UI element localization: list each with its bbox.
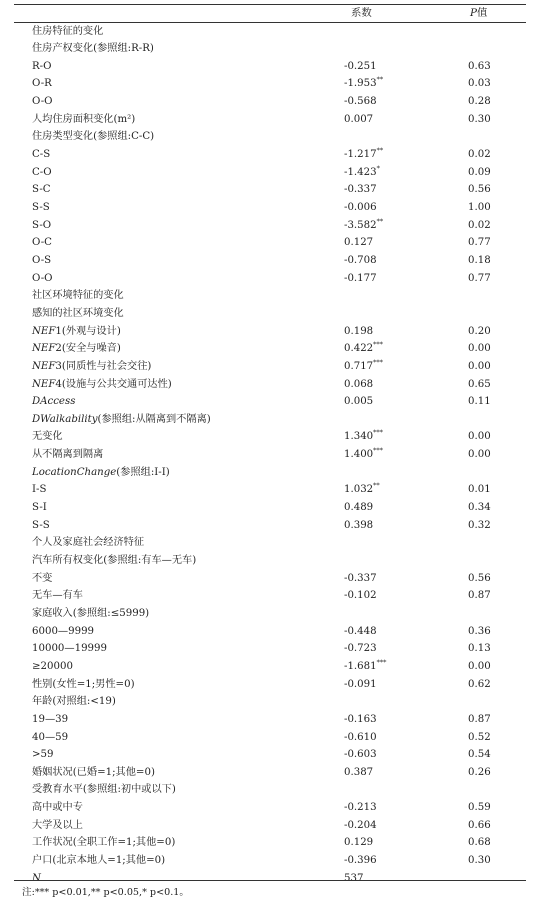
row-label-text: S-S bbox=[32, 519, 50, 531]
table-row bbox=[14, 587, 526, 605]
table-row bbox=[14, 534, 526, 552]
row-p-value: 0.03 bbox=[468, 78, 491, 90]
row-label bbox=[32, 817, 83, 835]
row-label bbox=[32, 446, 103, 464]
row-label bbox=[32, 93, 53, 111]
row-label-italic: NEF bbox=[32, 378, 56, 390]
row-coef: 1.032** bbox=[344, 482, 380, 496]
table-row bbox=[14, 676, 526, 694]
table-row bbox=[14, 58, 526, 76]
significance-mark: ** bbox=[376, 146, 384, 155]
row-label bbox=[32, 252, 51, 270]
row-label-text: 40—59 bbox=[32, 731, 69, 743]
row-label-text: 3(同质性与社会交往) bbox=[55, 360, 152, 372]
row-p-value: 0.66 bbox=[468, 819, 491, 831]
table-row bbox=[14, 446, 526, 464]
row-label bbox=[32, 340, 121, 358]
significance-mark: ** bbox=[376, 217, 384, 226]
row-label-text: R-O bbox=[32, 60, 52, 72]
row-label-text: (参照组:从隔离到不隔离) bbox=[97, 413, 211, 425]
row-label-italic: DWalkability bbox=[32, 413, 98, 425]
row-label-text: C-S bbox=[32, 149, 51, 161]
row-label bbox=[32, 746, 54, 764]
row-label-text: 无变化 bbox=[32, 431, 63, 443]
row-label bbox=[32, 499, 47, 517]
row-p-value: 0.62 bbox=[468, 678, 491, 690]
table-row bbox=[14, 799, 526, 817]
table-row bbox=[14, 252, 526, 270]
row-label-text: I-S bbox=[32, 484, 47, 496]
table-row bbox=[14, 270, 526, 288]
row-coef: 0.129 bbox=[344, 837, 374, 849]
significance-mark: *** bbox=[376, 658, 387, 667]
table-row bbox=[14, 428, 526, 446]
table-row bbox=[14, 817, 526, 835]
row-coef: 0.005 bbox=[344, 396, 374, 408]
row-label-text: (参照组:I-I) bbox=[116, 466, 170, 478]
row-label bbox=[32, 58, 51, 76]
row-coef: 0.007 bbox=[344, 113, 374, 125]
table-row bbox=[14, 711, 526, 729]
row-p-value: 0.65 bbox=[468, 378, 491, 390]
table-row bbox=[14, 746, 526, 764]
header-row bbox=[14, 5, 526, 23]
table-row bbox=[14, 393, 526, 411]
row-p-value: 1.00 bbox=[468, 202, 491, 213]
table-row bbox=[14, 570, 526, 588]
row-coef: -0.723 bbox=[344, 643, 377, 655]
table-row bbox=[14, 464, 526, 482]
significance-mark: * bbox=[376, 164, 380, 173]
header-coef: 系数 bbox=[351, 7, 372, 19]
row-coef: 537 bbox=[344, 872, 364, 884]
row-label-text: 从不隔离到隔离 bbox=[32, 449, 104, 461]
row-p-value: 0.36 bbox=[468, 625, 491, 637]
row-label-text: 婚姻状况(已婚=1;其他=0) bbox=[32, 766, 155, 778]
row-coef: -0.102 bbox=[344, 590, 377, 602]
row-label-text: 感知的社区环境变化 bbox=[32, 307, 124, 319]
row-label bbox=[32, 464, 170, 482]
row-coef: -0.603 bbox=[344, 749, 377, 761]
row-coef: 0.717*** bbox=[344, 358, 383, 372]
row-label-text: 汽车所有权变化(参照组:有车—无车) bbox=[32, 555, 197, 566]
row-label-text: 住房特征的变化 bbox=[32, 25, 104, 37]
row-p-value: 0.09 bbox=[468, 166, 491, 178]
row-coef: 0.068 bbox=[344, 378, 374, 390]
row-label-text: 高中或中专 bbox=[32, 802, 83, 814]
table-row bbox=[14, 640, 526, 658]
row-coef: -0.006 bbox=[344, 202, 377, 213]
table-row bbox=[14, 199, 526, 217]
row-label bbox=[32, 75, 52, 93]
row-label bbox=[32, 305, 124, 323]
row-coef: -0.213 bbox=[344, 802, 377, 814]
row-label-italic: NEF bbox=[32, 343, 56, 355]
row-label bbox=[32, 376, 172, 394]
row-label bbox=[32, 834, 175, 852]
row-p-value: 0.11 bbox=[468, 396, 491, 408]
row-label-text: S-C bbox=[32, 184, 51, 196]
row-label-text: O-O bbox=[32, 96, 53, 108]
table-row bbox=[14, 481, 526, 499]
significance-mark: *** bbox=[373, 446, 383, 455]
table-row bbox=[14, 93, 526, 111]
row-p-value: 0.00 bbox=[468, 431, 491, 443]
row-label-text: 人均住房面积变化(m²) bbox=[32, 113, 136, 125]
row-label-text: 10000—19999 bbox=[32, 643, 108, 655]
significance-mark: *** bbox=[373, 429, 383, 438]
row-label bbox=[32, 676, 135, 694]
table-row bbox=[14, 23, 526, 41]
row-label-text: S-S bbox=[32, 202, 50, 213]
row-label bbox=[32, 234, 52, 252]
row-label bbox=[32, 164, 52, 182]
row-p-value: 0.34 bbox=[468, 502, 491, 514]
significance-mark: ** bbox=[373, 482, 380, 490]
row-p-value: 0.30 bbox=[468, 855, 491, 867]
row-coef: -3.582** bbox=[344, 217, 384, 231]
row-label-text: 19—39 bbox=[32, 713, 69, 725]
table-row bbox=[14, 340, 526, 358]
table-row bbox=[14, 376, 526, 394]
row-label bbox=[32, 287, 124, 305]
row-p-value: 0.28 bbox=[468, 96, 491, 108]
row-label-text: 社区环境特征的变化 bbox=[32, 290, 124, 302]
row-label bbox=[32, 640, 107, 658]
row-label bbox=[32, 146, 50, 164]
row-label bbox=[32, 111, 135, 129]
table-row bbox=[14, 75, 526, 93]
row-coef: 0.198 bbox=[344, 325, 374, 337]
row-label bbox=[32, 199, 50, 217]
row-label bbox=[32, 40, 154, 58]
significance-mark: ** bbox=[376, 76, 384, 85]
row-label-text: S-I bbox=[32, 502, 47, 514]
row-label-text: 住房产权变化(参照组:R-R) bbox=[32, 43, 154, 55]
row-label-text: O-O bbox=[32, 272, 53, 284]
row-label bbox=[32, 517, 50, 535]
row-label bbox=[32, 128, 154, 146]
row-p-value: 0.52 bbox=[468, 731, 491, 743]
row-label bbox=[32, 270, 53, 288]
row-label bbox=[32, 729, 68, 747]
row-label-italic: N bbox=[32, 872, 41, 884]
table-row bbox=[14, 323, 526, 341]
row-label bbox=[32, 323, 121, 341]
row-coef: 0.387 bbox=[344, 766, 374, 778]
row-p-value: 0.32 bbox=[468, 519, 491, 531]
row-coef: -0.163 bbox=[344, 713, 377, 725]
row-p-value: 0.77 bbox=[468, 272, 491, 284]
row-label-text: 受教育水平(参照组:初中或以下) bbox=[32, 784, 176, 796]
table-row bbox=[14, 623, 526, 641]
row-label bbox=[32, 605, 149, 623]
row-label-text: 不变 bbox=[32, 572, 53, 584]
row-label bbox=[32, 570, 52, 588]
row-p-value: 0.00 bbox=[468, 343, 491, 355]
row-p-value: 0.01 bbox=[468, 484, 491, 496]
row-p-value: 0.56 bbox=[468, 572, 491, 584]
row-label bbox=[32, 393, 75, 411]
header-p: P值 bbox=[470, 7, 488, 19]
row-label bbox=[32, 428, 63, 446]
row-label bbox=[32, 23, 103, 41]
row-coef: 0.422*** bbox=[344, 340, 383, 355]
row-label-text: ≥20000 bbox=[32, 660, 73, 672]
row-p-value: 0.59 bbox=[468, 802, 491, 814]
row-label-text: 4(设施与公共交通可达性) bbox=[55, 378, 172, 390]
row-coef: -0.396 bbox=[344, 855, 377, 867]
row-label-text: 工作状况(全职工作=1;其他=0) bbox=[32, 837, 176, 849]
table-row bbox=[14, 605, 526, 623]
row-label bbox=[32, 781, 176, 799]
row-coef: -0.337 bbox=[344, 572, 377, 584]
table-row bbox=[14, 164, 526, 182]
row-p-value: 0.77 bbox=[468, 237, 491, 249]
row-coef: 0.398 bbox=[344, 519, 374, 531]
table-row bbox=[14, 287, 526, 305]
table-row bbox=[14, 358, 526, 376]
row-label bbox=[32, 587, 83, 605]
row-label-text: 6000—9999 bbox=[32, 625, 95, 637]
row-label-text: >59 bbox=[32, 749, 54, 761]
row-coef: -0.091 bbox=[344, 678, 377, 690]
row-label bbox=[32, 623, 94, 641]
row-label-italic: LocationChange bbox=[32, 466, 117, 478]
row-coef: -1.953** bbox=[344, 76, 384, 90]
row-label bbox=[32, 693, 116, 711]
row-p-value: 0.54 bbox=[468, 749, 491, 761]
table-row bbox=[14, 834, 526, 852]
row-label-text: 住房类型变化(参照组:C-C) bbox=[32, 131, 155, 143]
table-row bbox=[14, 729, 526, 747]
table-row bbox=[14, 411, 526, 429]
row-p-value: 0.87 bbox=[468, 590, 491, 602]
table-row bbox=[14, 764, 526, 782]
row-p-value: 0.00 bbox=[468, 660, 491, 672]
row-label-text: S-O bbox=[32, 219, 52, 231]
row-coef: -1.217** bbox=[344, 146, 384, 161]
row-label-italic: NEF bbox=[32, 325, 56, 337]
row-coef: -0.708 bbox=[344, 254, 377, 266]
row-label bbox=[32, 658, 73, 676]
row-coef: 1.340*** bbox=[344, 429, 383, 443]
table-row bbox=[14, 305, 526, 323]
table-row bbox=[14, 693, 526, 711]
significance-mark: *** bbox=[373, 358, 383, 367]
row-coef: -0.337 bbox=[344, 184, 377, 196]
row-label-text: 户口(北京本地人=1;其他=0) bbox=[32, 855, 166, 867]
row-label bbox=[32, 534, 144, 552]
significance-mark: *** bbox=[373, 340, 383, 349]
row-coef: -0.177 bbox=[344, 272, 377, 284]
row-label-text: 性别(女性=1;男性=0) bbox=[32, 678, 135, 690]
row-coef: -0.568 bbox=[344, 96, 377, 108]
row-label-text: C-O bbox=[32, 166, 52, 178]
table-row bbox=[14, 552, 526, 570]
table-row bbox=[14, 234, 526, 252]
table-row bbox=[14, 40, 526, 58]
row-label bbox=[32, 217, 51, 235]
row-p-value: 0.87 bbox=[468, 713, 491, 725]
table-row bbox=[14, 517, 526, 535]
row-label bbox=[32, 181, 51, 199]
row-p-value: 0.63 bbox=[468, 60, 491, 72]
table-row bbox=[14, 128, 526, 146]
table-row bbox=[14, 658, 526, 676]
row-p-value: 0.00 bbox=[468, 360, 491, 372]
row-p-value: 0.02 bbox=[468, 149, 491, 161]
row-label-italic: DAccess bbox=[32, 396, 76, 408]
row-coef: -0.204 bbox=[344, 819, 377, 831]
row-coef: -1.423* bbox=[344, 164, 380, 178]
row-p-value: 0.18 bbox=[468, 254, 491, 266]
table-row bbox=[14, 852, 526, 870]
row-coef: 0.127 bbox=[344, 237, 374, 249]
row-label-text: 1(外观与设计) bbox=[55, 325, 121, 337]
row-label-text: 个人及家庭社会经济特征 bbox=[32, 537, 145, 549]
table-row bbox=[14, 181, 526, 199]
row-coef: -0.610 bbox=[344, 731, 377, 743]
row-p-value: 0.20 bbox=[468, 325, 491, 337]
row-label bbox=[32, 481, 46, 499]
row-coef: -0.251 bbox=[344, 60, 377, 72]
row-label bbox=[32, 411, 211, 429]
row-label-text: 年龄(对照组:<19) bbox=[32, 696, 116, 708]
row-coef: 0.489 bbox=[344, 502, 374, 514]
row-p-value: 0.68 bbox=[468, 837, 491, 849]
row-label bbox=[32, 764, 155, 782]
row-p-value: 0.13 bbox=[468, 643, 491, 655]
table-row bbox=[14, 217, 526, 235]
row-label-text: 2(安全与噪音) bbox=[55, 343, 121, 355]
table-row bbox=[14, 781, 526, 799]
row-label bbox=[32, 799, 83, 817]
row-coef: -0.448 bbox=[344, 625, 377, 637]
row-label-text: O-R bbox=[32, 78, 52, 90]
row-coef: -1.681*** bbox=[344, 658, 387, 672]
row-label-text: O-C bbox=[32, 237, 52, 249]
row-p-value: 0.56 bbox=[468, 184, 491, 196]
row-label-text: 家庭收入(参照组:≤5999) bbox=[32, 607, 150, 619]
row-label-italic: NEF bbox=[32, 360, 56, 372]
row-label-text: 大学及以上 bbox=[32, 819, 83, 831]
row-label bbox=[32, 358, 151, 376]
table-note: 注:*** p<0.01,** p<0.05,* p<0.1。 bbox=[22, 887, 189, 898]
row-p-value: 0.26 bbox=[468, 766, 491, 778]
table-row bbox=[14, 146, 526, 164]
table-row bbox=[14, 111, 526, 129]
row-p-value: 0.02 bbox=[468, 219, 491, 231]
row-coef: 1.400*** bbox=[344, 446, 383, 461]
row-label bbox=[32, 852, 165, 870]
row-label bbox=[32, 552, 196, 570]
table-row bbox=[14, 499, 526, 517]
row-label bbox=[32, 711, 68, 729]
row-label-text: 无车—有车 bbox=[32, 590, 83, 602]
row-label-text: O-S bbox=[32, 254, 52, 266]
row-p-value: 0.00 bbox=[468, 449, 491, 461]
row-p-value: 0.30 bbox=[468, 113, 491, 125]
bottom-rule bbox=[14, 880, 526, 881]
